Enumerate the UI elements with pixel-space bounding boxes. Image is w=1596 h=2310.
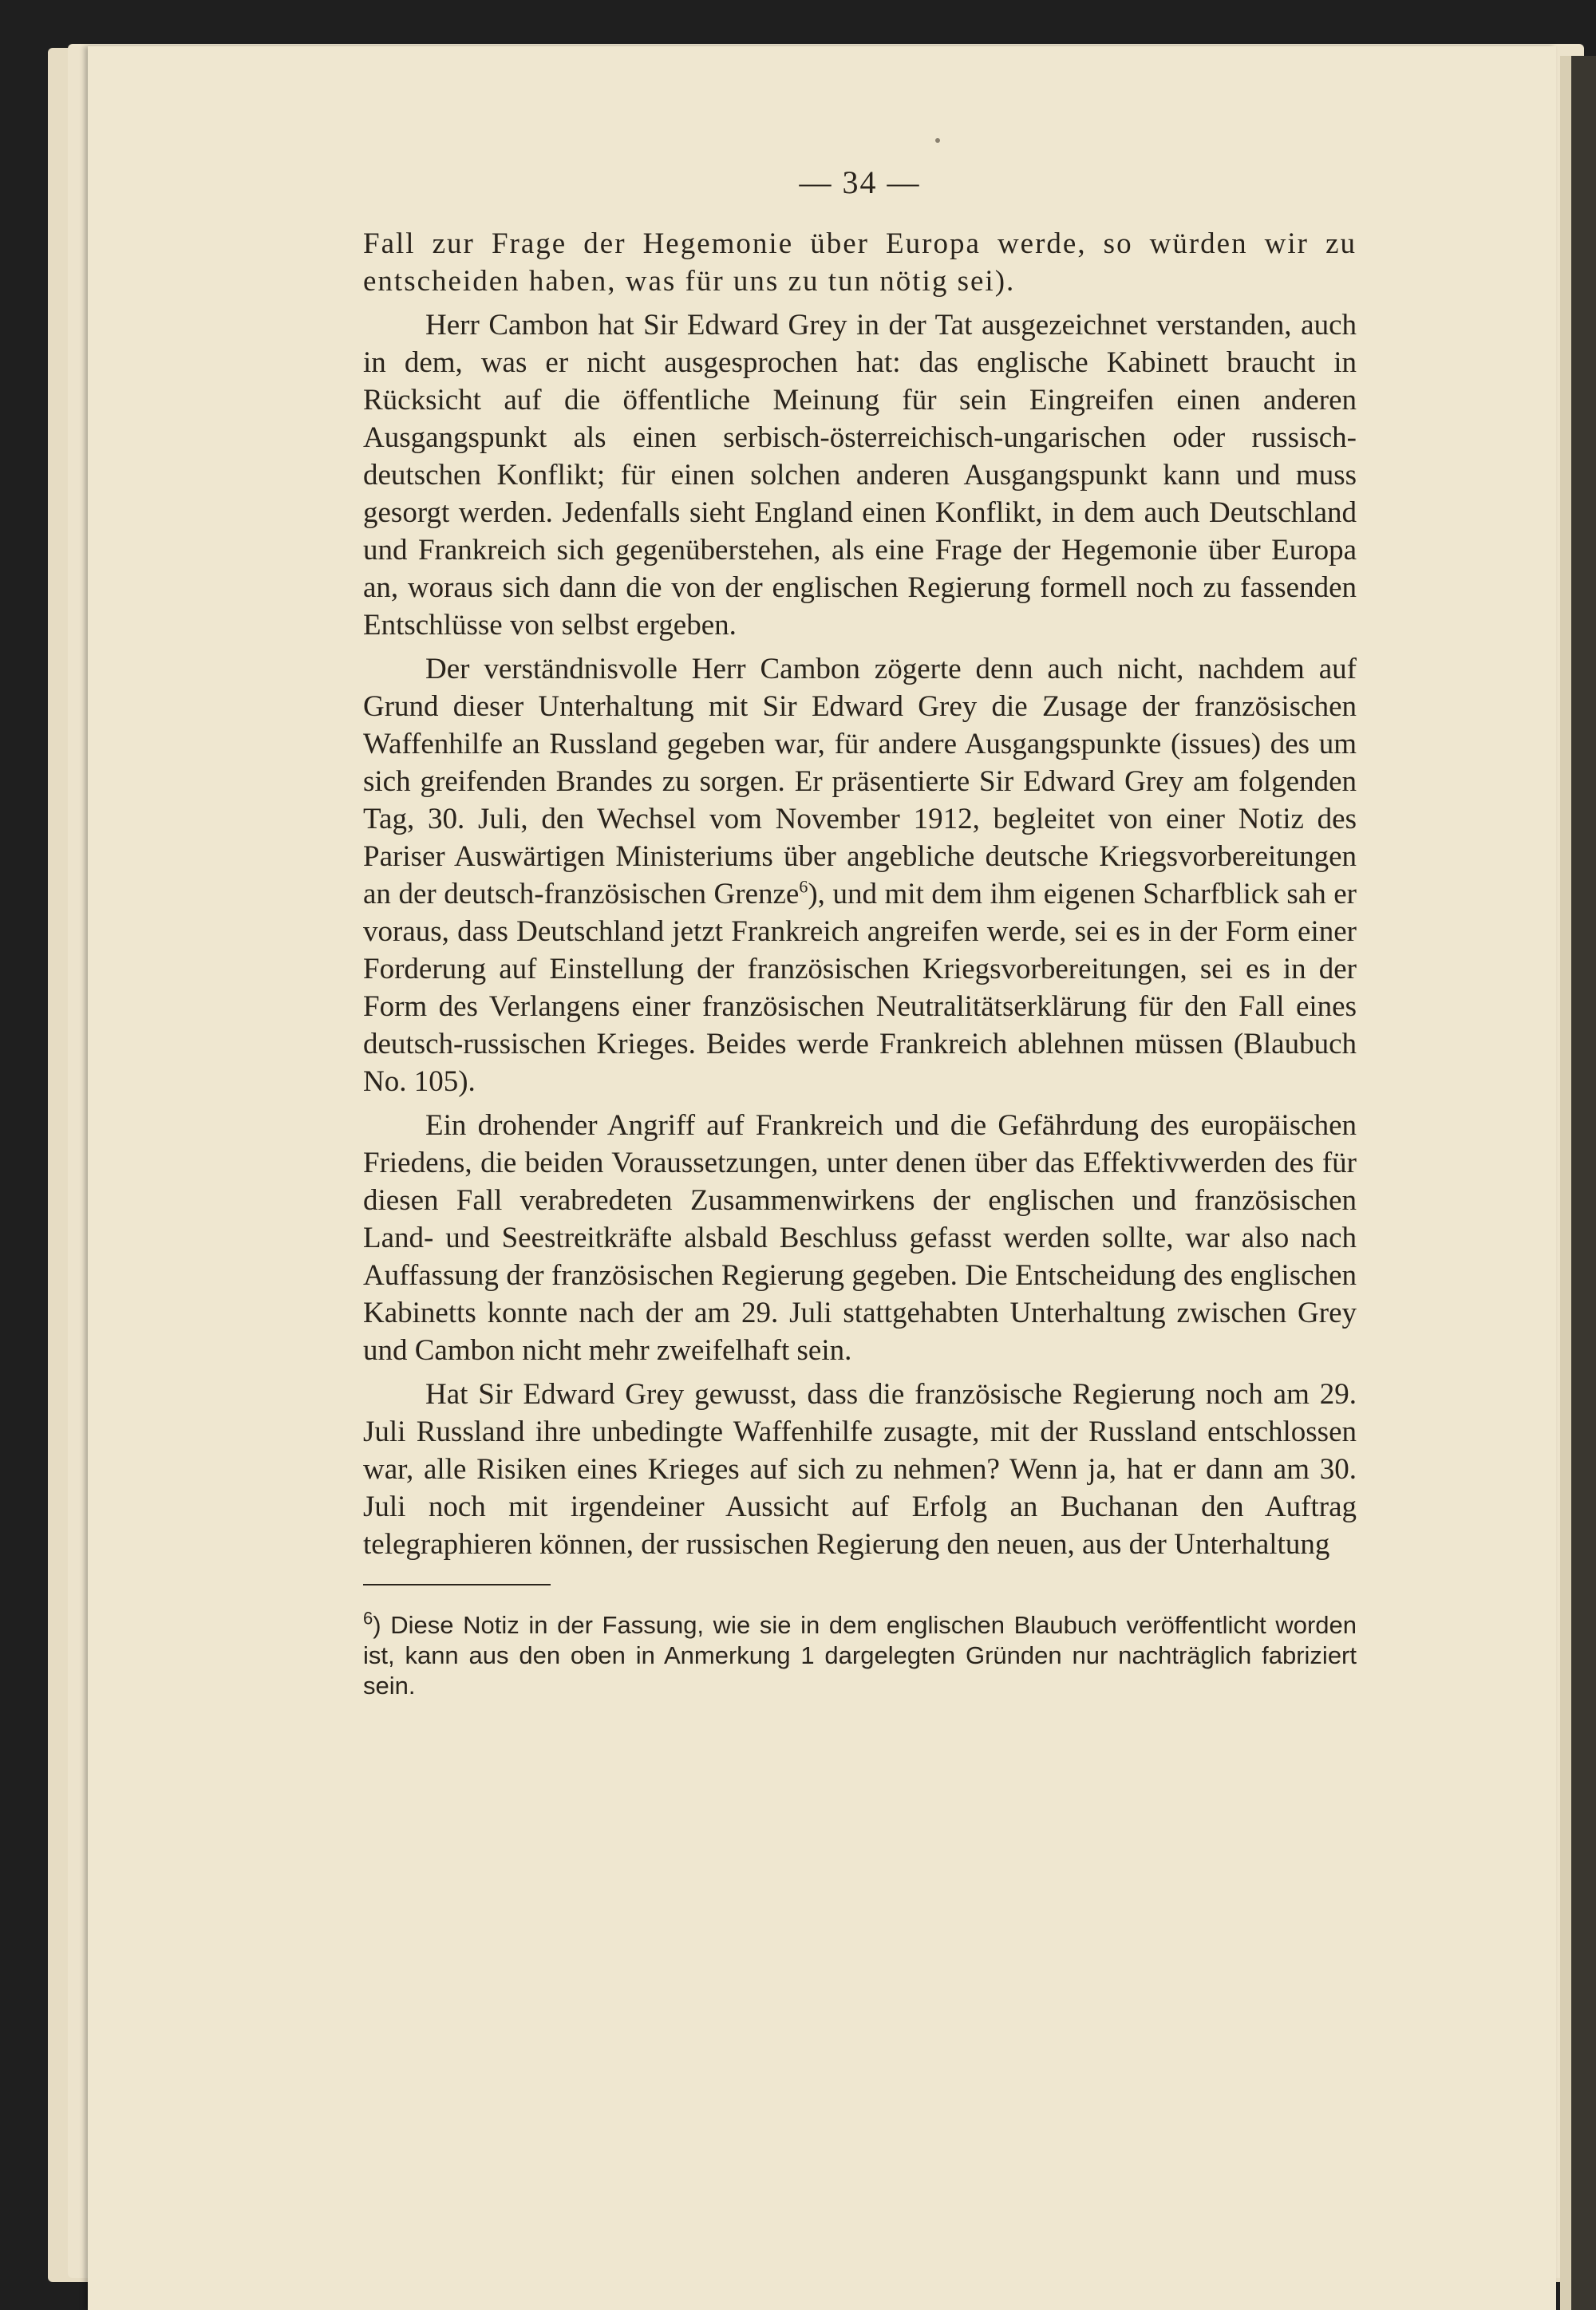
footnote-rule (363, 1584, 551, 1585)
page-number: — 34 — (799, 164, 921, 200)
paragraph-continuation: Fall zur Frage der Hegemonie über Europa werde, so würden wir zu entscheiden haben, was für uns zu tun nötig sei). (363, 227, 1357, 298)
footnote (363, 1610, 1357, 1701)
paragraph-grey-question: Hat Sir Edward Grey gewusst, dass die französische Regierung noch am 29. Juli Russland ihre unbedingte Waffenhilfe zusagte, mit der Russland entschlossen war, alle Risiken eines Krieges auf sich zu nehmen? Wenn ja, hat er dann am 30. Juli noch mit irgendeiner Aussicht auf Erfolg an Buchanan den Auftrag telegraphieren können, der russischen Regierung den neuen, aus der Unterhaltung (363, 1378, 1357, 1561)
paragraph-attack-france: Ein drohender Angriff auf Frankreich und die Gefährdung des europäischen Friedens, die beiden Voraussetzungen, unter denen über das Effektivwerden des für diesen Fall verabredeten Zusammenwirkens der englischen und französischen Land- und Seestreitkräfte alsbald Beschluss gefasst werden sollte, war also nach Auffassung der französischen Regierung gegeben. Die Entscheidung des englischen Kabinetts konnte nach der am 29. Juli stattgehabten Unterhaltung zwischen Grey und Cambon nicht mehr zweifelhaft sein. (363, 1109, 1357, 1367)
facing-page-sliver (1560, 56, 1571, 2310)
paragraph-cambon-grey: Herr Cambon hat Sir Edward Grey in der Tat ausgezeichnet verstanden, auch in dem, was er nicht ausgesprochen hat: das englische Kabinett braucht in Rücksicht auf die öffentliche Meinung für sein Eingreifen einen anderen Ausgangspunkt als einen serbisch-österreichisch-ungarischen oder russisch-deutschen Konflikt; für einen solchen anderen Ausgangspunkt kann und muss gesorgt werden. Jedenfalls sieht England einen Konflikt, in dem auch Deutschland und Frankreich sich gegenüberstehen, als eine Frage der Hegemonie über Europa an, woraus sich dann die von der englischen Regierung formell noch zu fassenden Entschlüsse von selbst ergeben. (363, 309, 1357, 642)
page-content (363, 164, 1357, 1726)
paper-speck (935, 138, 940, 143)
paragraph-cambon-issues-part1: Der verständnisvolle Herr Cambon zögerte denn auch nicht, nachdem auf Grund dieser Unterhaltung mit Sir Edward Grey die Zusage der französischen Waffenhilfe an Russland gegeben war, für andere Ausgangspunkte (issues) des um sich greifenden Brandes zu sorgen. Er präsentierte Sir Edward Grey am folgenden Tag, 30. Juli, den Wechsel vom November 1912, begleitet von einer Notiz des Pariser Auswärtigen Ministeriums über angebliche deutsche Kriegsvorbereitungen an der deutsch-französischen Grenze (363, 653, 1357, 910)
footnote-marker: 6 (363, 1608, 373, 1629)
footnote-text: ) Diese Notiz in der Fassung, wie sie in dem englischen Blaubuch veröffentlicht worden ist, kann aus den oben in Anmerkung 1 dargelegten Gründen nur nachträglich fabriziert sein. (363, 1611, 1357, 1700)
footnote-reference: 6 (799, 876, 808, 897)
paragraph-cambon-issues (363, 650, 1357, 1100)
paragraph-cambon-issues-part2: ), und mit dem ihm eigenen Scharfblick sah er voraus, dass Deutschland jetzt Frankreich angreifen werde, sei es in der Form einer Forderung auf Einstellung der französischen Kriegsvorbereitungen, sei es in der Form des Verlangens einer französischen Neutralitätserklärung für den Fall eines deutsch-russischen Krieges. Beides werde Frankreich ablehnen müssen (Blaubuch No. 105). (363, 878, 1357, 1098)
facing-page-edge (1560, 56, 1596, 2310)
